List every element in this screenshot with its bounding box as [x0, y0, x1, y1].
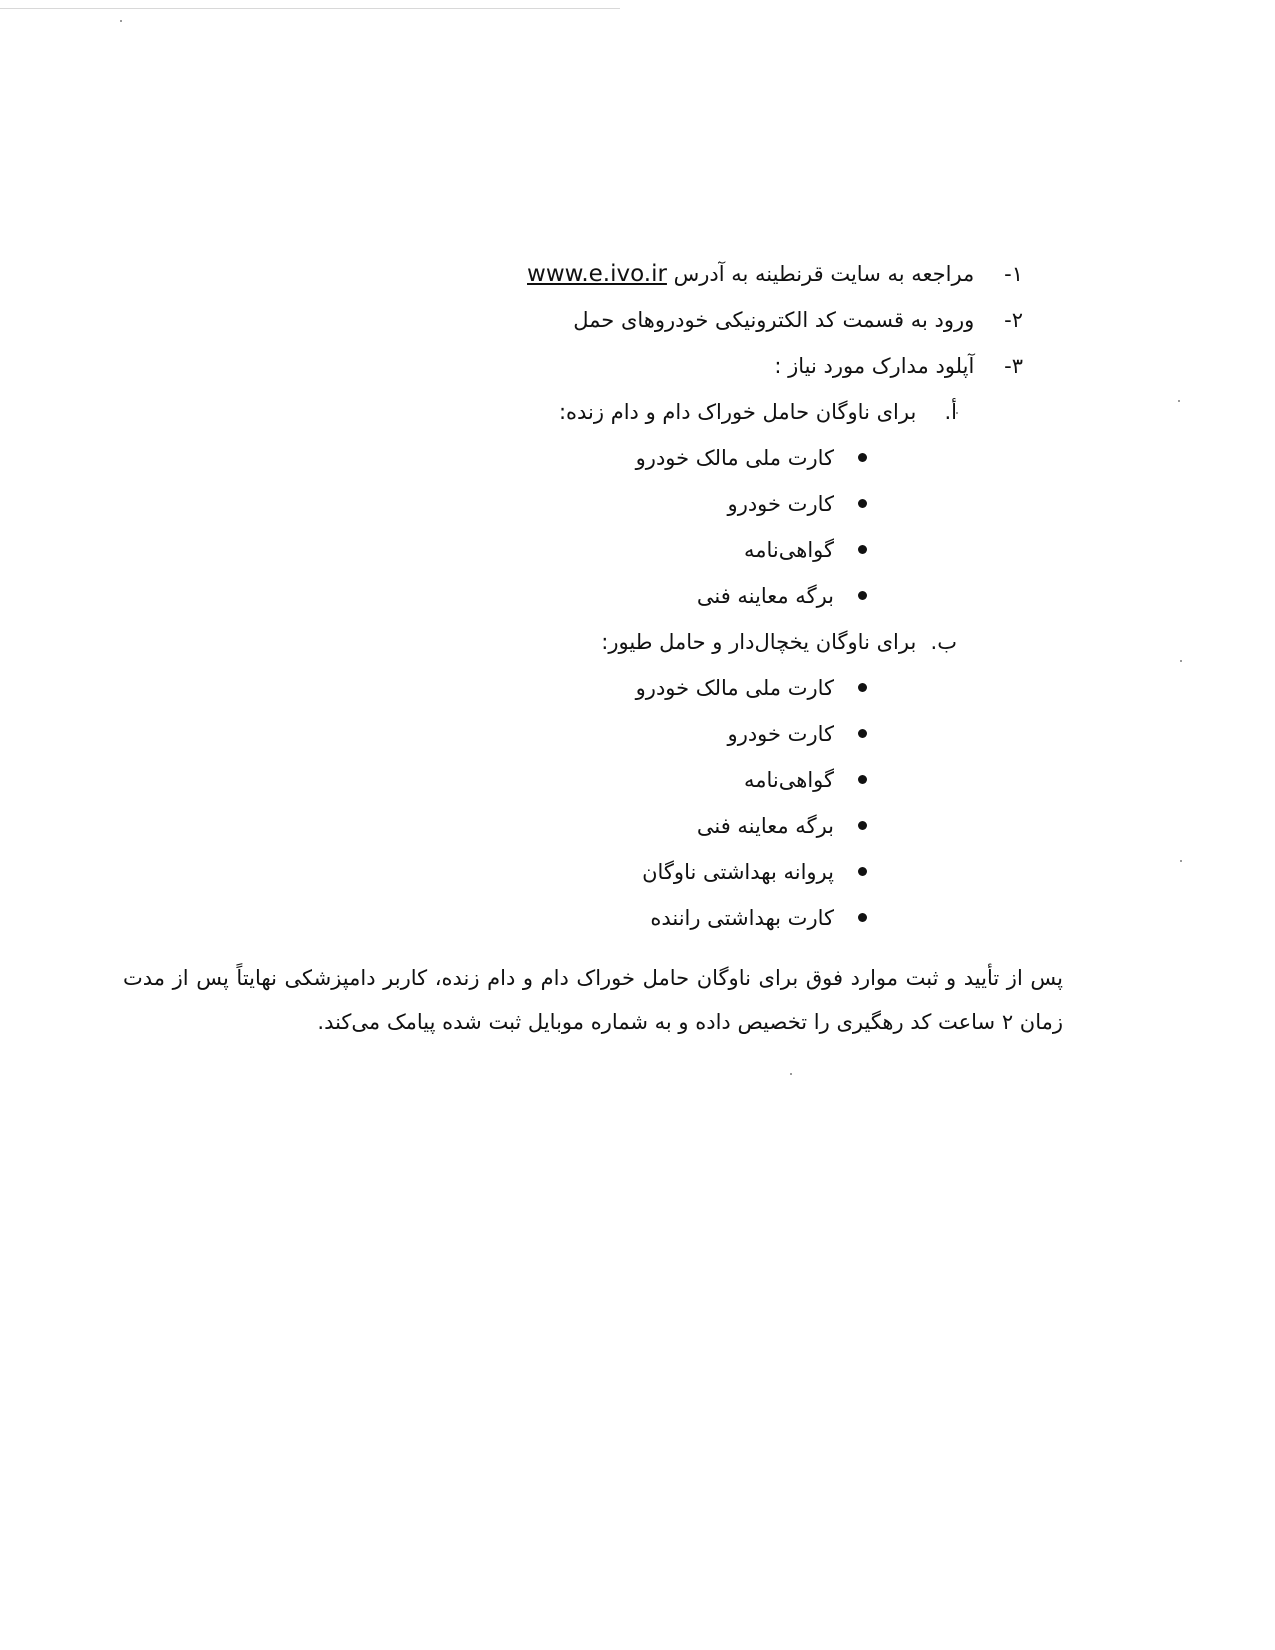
closing-paragraph: پس از تأیید و ثبت موارد فوق برای ناوگان حامل خوراک دام و دام زنده، کاربر دامپزشکی نهایتاً پس از مدت زمان ۲ ساعت کد رهگیری را تخصیص داده و به شماره موبایل ثبت شده پیامک می‌کند.: [123, 966, 1063, 1034]
bullet-icon: [858, 821, 867, 830]
bullet-icon: [858, 591, 867, 600]
section-title: برای ناوگان حامل خوراک دام و دام زنده:: [558, 400, 917, 424]
list-item-text: کارت بهداشتی راننده: [650, 906, 834, 930]
section-a-heading: [559, 398, 957, 426]
list-item-text: پروانه بهداشتی ناوگان: [642, 860, 834, 884]
list-item: [728, 720, 867, 748]
site-link[interactable]: www.e.ivo.ir: [527, 261, 667, 287]
list-item-text: کارت خودرو: [727, 722, 834, 746]
list-item-text: گواهی‌نامه: [743, 768, 834, 792]
list-item-text: برگه معاینه فنی: [696, 584, 834, 608]
bullet-icon: [858, 683, 867, 692]
list-item: [642, 858, 867, 886]
step-1: [527, 260, 1023, 288]
list-item-text: کارت ملی مالک خودرو: [635, 446, 834, 470]
step-number: ۳-: [1004, 354, 1023, 378]
step-text: آپلود مدارک مورد نیاز :: [774, 354, 975, 378]
bullet-icon: [858, 729, 867, 738]
section-letter: ب.: [930, 630, 957, 654]
list-item-text: کارت خودرو: [727, 492, 834, 516]
step-number: ۲-: [1004, 308, 1023, 332]
bullet-icon: [858, 499, 867, 508]
scan-speck: [1178, 400, 1180, 402]
section-b-heading: [601, 628, 957, 656]
list-item: [697, 582, 867, 610]
list-item: [636, 444, 867, 472]
scan-speck: [1180, 860, 1182, 862]
step-text: ورود به قسمت کد الکترونیکی خودروهای حمل: [573, 308, 975, 332]
scan-artifact-top: [0, 8, 620, 9]
step-3: [774, 352, 1023, 380]
bullet-icon: [858, 545, 867, 554]
bullet-icon: [858, 913, 867, 922]
step-2: [573, 306, 1023, 334]
list-item-text: کارت ملی مالک خودرو: [635, 676, 834, 700]
scan-speck: [120, 20, 122, 22]
list-item-text: گواهی‌نامه: [743, 538, 834, 562]
scan-speck: [790, 1073, 792, 1075]
bullet-icon: [858, 867, 867, 876]
step-text: مراجعه به سایت قرنطینه به آدرس: [673, 262, 975, 286]
list-item: [744, 766, 867, 794]
bullet-icon: [858, 775, 867, 784]
list-item: [697, 812, 867, 840]
list-item: [636, 674, 867, 702]
section-letter: أ.: [944, 400, 957, 424]
list-item-text: برگه معاینه فنی: [696, 814, 834, 838]
list-item: [744, 536, 867, 564]
step-number: ۱-: [1004, 262, 1023, 286]
section-title: برای ناوگان یخچال‌دار و حامل طیور:: [601, 630, 917, 654]
list-item: [728, 490, 867, 518]
list-item: [650, 904, 867, 932]
scan-speck: [1180, 660, 1182, 662]
bullet-icon: [858, 453, 867, 462]
